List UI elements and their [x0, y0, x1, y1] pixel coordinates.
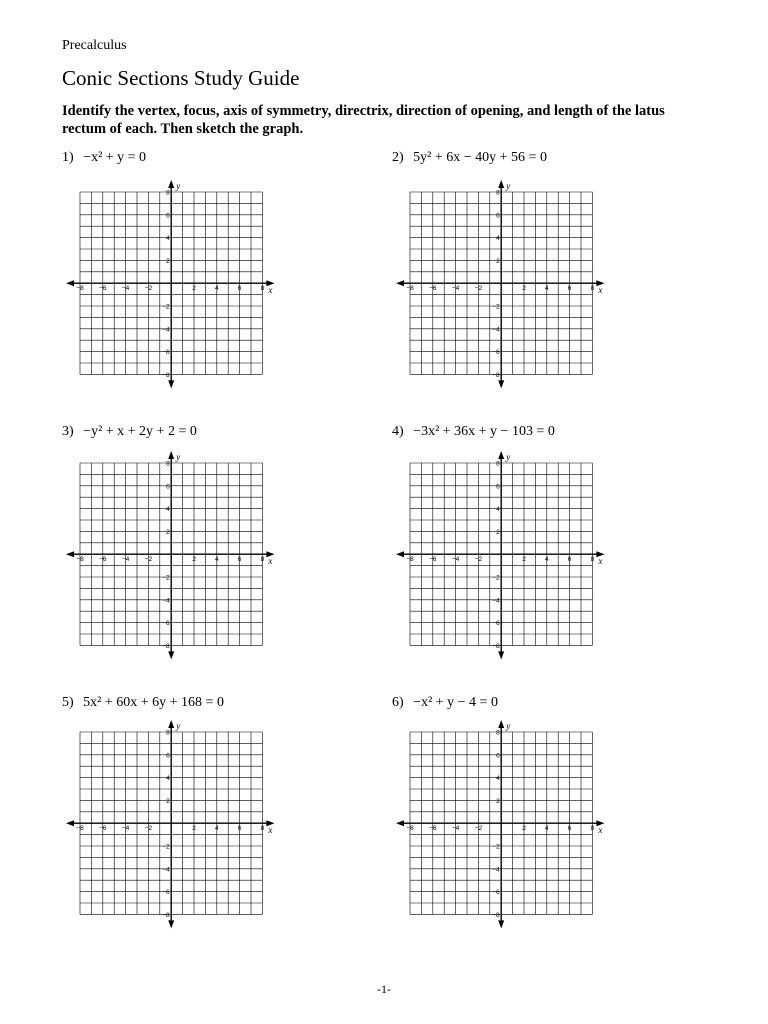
x-tick-label: −4: [451, 825, 460, 833]
y-tick-label: −6: [492, 889, 500, 897]
x-tick-label: 6: [567, 285, 572, 293]
x-tick-label: 6: [237, 556, 242, 564]
y-tick-label: 4: [166, 506, 170, 514]
x-axis-label: x: [598, 556, 603, 567]
y-tick-label: 4: [496, 235, 500, 243]
problem-number: 1): [62, 150, 74, 165]
x-tick-label: −6: [429, 556, 437, 564]
x-tick-label: 2: [192, 285, 196, 293]
problem-6: [392, 695, 498, 711]
y-tick-label: −6: [492, 620, 500, 628]
y-tick-label: −8: [492, 911, 500, 919]
x-tick-label: −2: [144, 285, 153, 293]
y-tick-label: −2: [492, 843, 500, 851]
arrow-up-icon: [498, 180, 504, 188]
arrow-up-icon: [168, 180, 174, 188]
y-tick-label: 8: [496, 460, 500, 468]
problem-equation: −x² + y = 0: [83, 150, 147, 165]
y-tick-label: −4: [492, 326, 500, 334]
y-tick-label: 6: [166, 752, 170, 760]
x-tick-label: −6: [99, 556, 107, 564]
arrow-left-icon: [396, 551, 404, 557]
y-tick-label: −6: [492, 349, 500, 357]
y-tick-label: −8: [162, 642, 170, 650]
problem-number: 2): [392, 150, 404, 165]
y-tick-label: 2: [166, 797, 170, 805]
x-tick-label: −4: [451, 285, 460, 293]
arrow-left-icon: [396, 280, 404, 286]
y-tick-label: −6: [162, 349, 170, 357]
x-tick-label: 2: [522, 825, 526, 833]
x-tick-label: −6: [99, 285, 107, 293]
x-tick-label: −2: [474, 825, 483, 833]
page-number: -1-: [377, 982, 391, 996]
problem-number: 5): [62, 695, 74, 710]
x-tick-label: −4: [121, 556, 130, 564]
arrow-down-icon: [168, 380, 174, 388]
y-axis-label: y: [176, 721, 181, 731]
y-tick-label: 8: [166, 189, 170, 197]
y-tick-label: −4: [492, 866, 500, 874]
y-axis-label: y: [176, 452, 181, 462]
problem-equation: −x² + y − 4 = 0: [413, 695, 498, 710]
y-tick-label: −2: [162, 303, 170, 311]
y-tick-label: −8: [492, 371, 500, 379]
arrow-down-icon: [498, 380, 504, 388]
x-axis-label: x: [268, 556, 273, 567]
x-tick-label: 6: [567, 556, 572, 564]
x-tick-label: −6: [429, 825, 437, 833]
x-tick-label: −4: [121, 825, 130, 833]
y-tick-label: 2: [166, 257, 170, 265]
x-tick-label: 2: [192, 825, 196, 833]
arrow-left-icon: [396, 820, 404, 826]
y-tick-label: −2: [162, 574, 170, 582]
y-tick-label: −4: [162, 326, 170, 334]
y-tick-label: 4: [166, 235, 170, 243]
problem-4: [392, 424, 555, 440]
y-tick-label: −2: [492, 303, 500, 311]
y-tick-label: 4: [496, 775, 500, 783]
x-tick-label: 8: [590, 825, 595, 833]
problem-5: [62, 695, 224, 711]
y-tick-label: 8: [496, 729, 500, 737]
x-tick-label: 2: [522, 556, 526, 564]
problem-number: 3): [62, 424, 74, 439]
y-tick-label: 8: [496, 189, 500, 197]
y-tick-label: 6: [166, 483, 170, 491]
x-tick-label: −2: [144, 556, 153, 564]
x-tick-label: 2: [192, 556, 196, 564]
arrow-down-icon: [168, 920, 174, 928]
y-tick-label: −4: [162, 866, 170, 874]
x-tick-label: 2: [522, 285, 526, 293]
x-tick-label: −4: [451, 556, 460, 564]
arrow-up-icon: [498, 720, 504, 728]
x-tick-label: 8: [590, 285, 595, 293]
problem-2: [392, 150, 547, 166]
problem-equation: 5y² + 6x − 40y + 56 = 0: [413, 150, 547, 165]
coordinate-grid-4[interactable]: [392, 447, 607, 669]
y-tick-label: 2: [166, 528, 170, 536]
arrow-up-icon: [168, 451, 174, 459]
x-tick-label: 4: [214, 285, 219, 293]
problem-equation: −3x² + 36x + y − 103 = 0: [413, 424, 555, 439]
x-tick-label: −8: [76, 556, 84, 564]
x-tick-label: 8: [260, 825, 265, 833]
problem-equation: −y² + x + 2y + 2 = 0: [83, 424, 197, 439]
y-tick-label: 4: [496, 506, 500, 514]
arrow-left-icon: [66, 280, 74, 286]
coordinate-grid-6[interactable]: [392, 716, 607, 938]
y-tick-label: 6: [496, 752, 500, 760]
coordinate-grid-2[interactable]: [392, 176, 607, 398]
x-tick-label: −8: [76, 825, 84, 833]
x-tick-label: −8: [406, 285, 414, 293]
y-tick-label: −4: [162, 597, 170, 605]
x-tick-label: −8: [76, 285, 84, 293]
x-axis-label: x: [268, 285, 273, 296]
problem-3: [62, 424, 197, 440]
x-tick-label: −6: [99, 825, 107, 833]
y-tick-label: 2: [496, 797, 500, 805]
y-tick-label: 4: [166, 775, 170, 783]
instructions: Identify the vertex, focus, axis of symmetry, directrix, direction of opening, and length of the latus rectum of each. Then sketch the graph.: [62, 103, 665, 137]
x-tick-label: 6: [237, 285, 242, 293]
y-tick-label: −8: [162, 911, 170, 919]
y-axis-label: y: [506, 721, 511, 731]
y-axis-label: y: [506, 181, 511, 191]
x-axis-label: x: [598, 285, 603, 296]
course-name: Precalculus: [62, 38, 127, 53]
x-axis-label: x: [598, 825, 603, 836]
y-tick-label: 6: [496, 483, 500, 491]
x-tick-label: −6: [429, 285, 437, 293]
y-tick-label: −2: [492, 574, 500, 582]
x-tick-label: 8: [260, 285, 265, 293]
x-tick-label: −4: [121, 285, 130, 293]
x-tick-label: 4: [544, 285, 549, 293]
page-title: Conic Sections Study Guide: [62, 66, 300, 90]
y-tick-label: −8: [492, 642, 500, 650]
x-tick-label: −2: [144, 825, 153, 833]
x-tick-label: 4: [214, 825, 219, 833]
coordinate-grid-1[interactable]: [62, 176, 277, 398]
coordinate-grid-5[interactable]: [62, 716, 277, 938]
y-tick-label: 8: [166, 460, 170, 468]
y-axis-label: y: [506, 452, 511, 462]
arrow-left-icon: [66, 820, 74, 826]
y-tick-label: −8: [162, 371, 170, 379]
y-tick-label: −4: [492, 597, 500, 605]
y-tick-label: 8: [166, 729, 170, 737]
y-axis-label: y: [176, 181, 181, 191]
arrow-down-icon: [168, 651, 174, 659]
x-tick-label: 4: [214, 556, 219, 564]
y-tick-label: −2: [162, 843, 170, 851]
y-tick-label: 6: [496, 212, 500, 220]
x-tick-label: 8: [260, 556, 265, 564]
y-tick-label: 2: [496, 257, 500, 265]
arrow-down-icon: [498, 920, 504, 928]
x-tick-label: −8: [406, 825, 414, 833]
problem-equation: 5x² + 60x + 6y + 168 = 0: [83, 695, 224, 710]
x-tick-label: 6: [567, 825, 572, 833]
problem-1: [62, 150, 146, 166]
x-tick-label: 4: [544, 556, 549, 564]
y-tick-label: 6: [166, 212, 170, 220]
y-tick-label: −6: [162, 620, 170, 628]
x-axis-label: x: [268, 825, 273, 836]
x-tick-label: 4: [544, 825, 549, 833]
x-tick-label: 6: [237, 825, 242, 833]
x-tick-label: −2: [474, 285, 483, 293]
coordinate-grid-3[interactable]: [62, 447, 277, 669]
problem-number: 4): [392, 424, 404, 439]
x-tick-label: 8: [590, 556, 595, 564]
arrow-down-icon: [498, 651, 504, 659]
y-tick-label: 2: [496, 528, 500, 536]
arrow-up-icon: [168, 720, 174, 728]
problem-number: 6): [392, 695, 404, 710]
x-tick-label: −8: [406, 556, 414, 564]
arrow-left-icon: [66, 551, 74, 557]
y-tick-label: −6: [162, 889, 170, 897]
arrow-up-icon: [498, 451, 504, 459]
x-tick-label: −2: [474, 556, 483, 564]
